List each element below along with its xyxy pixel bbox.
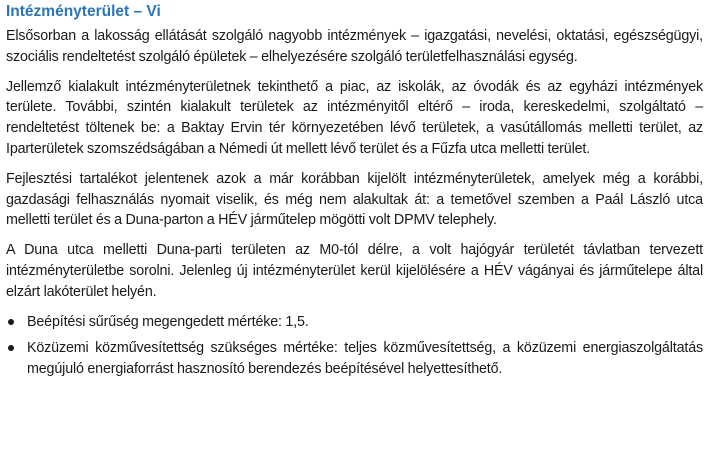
list-item (6, 312, 703, 333)
paragraph-existing-areas: Jellemző kialakult intézményterületnek tekinthető a piac, az iskolák, az óvodák és az egyházi intézmények területe. További, szintén kialakult területek az intézményitől eltérő – iroda, kereskedelmi, szolgáltató – rendeltetést töltenek be: a Baktay Ervin tér környezetében lévő területek, a vasútállomás melletti terület, az Iparterületek szomszédságában a Némedi út mellett lévő terület és a Fűzfa utca melletti terület. (6, 78, 703, 157)
paragraph-planned-areas: A Duna utca melletti Duna-parti területen az M0-tól délre, a volt hajógyár területét távlatban tervezett intézményterületbe sorolni. Jelenleg új intézményterület kerül kijelölésére a HÉV vágányai és járműtelepe által elzárt lakóterület helyén. (6, 242, 703, 300)
list-item-text: Beépítési sűrűség megengedett mértéke: 1,5. (27, 313, 309, 330)
paragraph-definition: Elsősorban a lakosság ellátását szolgáló nagyobb intézmények – igazgatási, nevelési, oktatási, egészségügyi, szociális rendeltetést szolgáló épületek – elhelyezésére szolgáló területfelhasználási egység. (6, 28, 703, 65)
requirements-list (6, 312, 703, 380)
bullet-icon (8, 345, 14, 351)
section-heading: Intézményterület – Vi (6, 3, 161, 20)
list-item (6, 338, 703, 380)
paragraph-development-reserves: Fejlesztési tartalékot jelentenek azok a már korábban kijelölt intézményterületek, amelyek még a korábbi, gazdasági felhasználás nyomait viselik, és még nem alakultak át: a temetővel szemben a Paál László utca melletti terület és a Duna-parton a HÉV járműtelep mögötti volt DPMV telephely. (6, 170, 703, 229)
bullet-icon (8, 319, 14, 325)
list-item-text: Közüzemi közművesítettség szükséges mértéke: teljes közművesítettség, a közüzemi energiaszolgáltatás megújuló energiaforrást hasznosító berendezés beépítésével helyettesíthető. (27, 340, 703, 378)
